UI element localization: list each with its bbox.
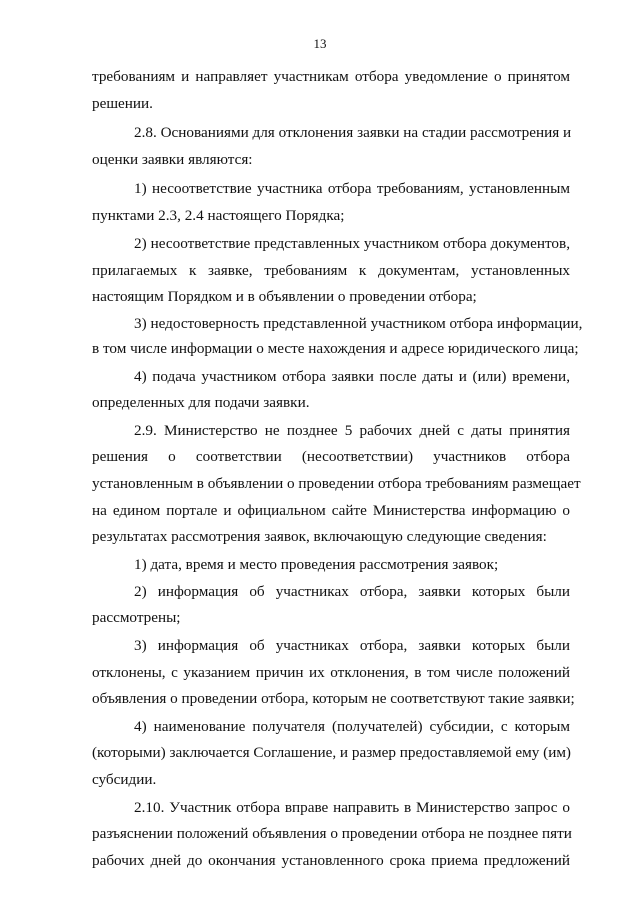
- info-item-4-first-line: 4) наименование получателя (получателей) субсидии, с которым: [134, 718, 570, 735]
- list-item-2-first-line: 2) несоответствие представленных участником отбора документов,: [134, 235, 570, 252]
- text-line: отклонены, с указанием причин их отклонения, в том числе положений: [92, 664, 570, 681]
- info-item-1: 1) дата, время и место проведения рассмотрения заявок;: [134, 556, 499, 573]
- text-line: прилагаемых к заявке, требованиям к документам, установленных: [92, 262, 570, 279]
- text-line: пунктами 2.3, 2.4 настоящего Порядка;: [92, 207, 345, 224]
- list-item-1-first-line: 1) несоответствие участника отбора требованиям, установленным: [134, 180, 570, 197]
- paragraph-2-10-first-line: 2.10. Участник отбора вправе направить в Министерство запрос о: [134, 799, 570, 816]
- text-line: субсидии.: [92, 771, 157, 788]
- text-line: рассмотрены;: [92, 609, 181, 626]
- text-line: рабочих дней до окончания установленного срока приема предложений: [92, 852, 570, 869]
- text-line: определенных для подачи заявки.: [92, 394, 310, 411]
- list-item-4-first-line: 4) подача участником отбора заявки после даты и (или) времени,: [134, 368, 570, 385]
- info-item-3-first-line: 3) информация об участниках отбора, заявки которых были: [134, 637, 570, 654]
- text-line: разъяснении положений объявления о проведении отбора не позднее пяти: [92, 825, 572, 842]
- text-line: настоящим Порядком и в объявлении о проведении отбора;: [92, 288, 477, 305]
- text-line: установленным в объявлении о проведении отбора требованиям размещает: [92, 475, 581, 492]
- page-number: 13: [313, 36, 327, 51]
- text-line: результатах рассмотрения заявок, включающую следующие сведения:: [92, 528, 547, 545]
- text-line: в том числе информации о месте нахождения и адресе юридического лица;: [92, 340, 579, 357]
- text-line: оценки заявки являются:: [92, 151, 253, 168]
- text-line: требованиям и направляет участникам отбора уведомление о принятом: [92, 68, 570, 85]
- paragraph-2-8-first-line: 2.8. Основаниями для отклонения заявки на стадии рассмотрения и: [134, 124, 572, 141]
- list-item-3-first-line: 3) недостоверность представленной участником отбора информации,: [134, 315, 583, 332]
- paragraph-2-9-first-line: 2.9. Министерство не позднее 5 рабочих дней с даты принятия: [134, 422, 570, 439]
- text-line: объявления о проведении отбора, которым не соответствуют такие заявки;: [92, 690, 575, 707]
- text-line: на едином портале и официальном сайте Министерства информацию о: [92, 502, 570, 519]
- text-line: (которыми) заключается Соглашение, и размер предоставляемой ему (им): [92, 744, 571, 761]
- text-line: решения о соответствии (несоответствии) участников отбора: [92, 448, 570, 465]
- info-item-2-first-line: 2) информация об участниках отбора, заявки которых были: [134, 583, 570, 600]
- text-line: решении.: [92, 95, 153, 112]
